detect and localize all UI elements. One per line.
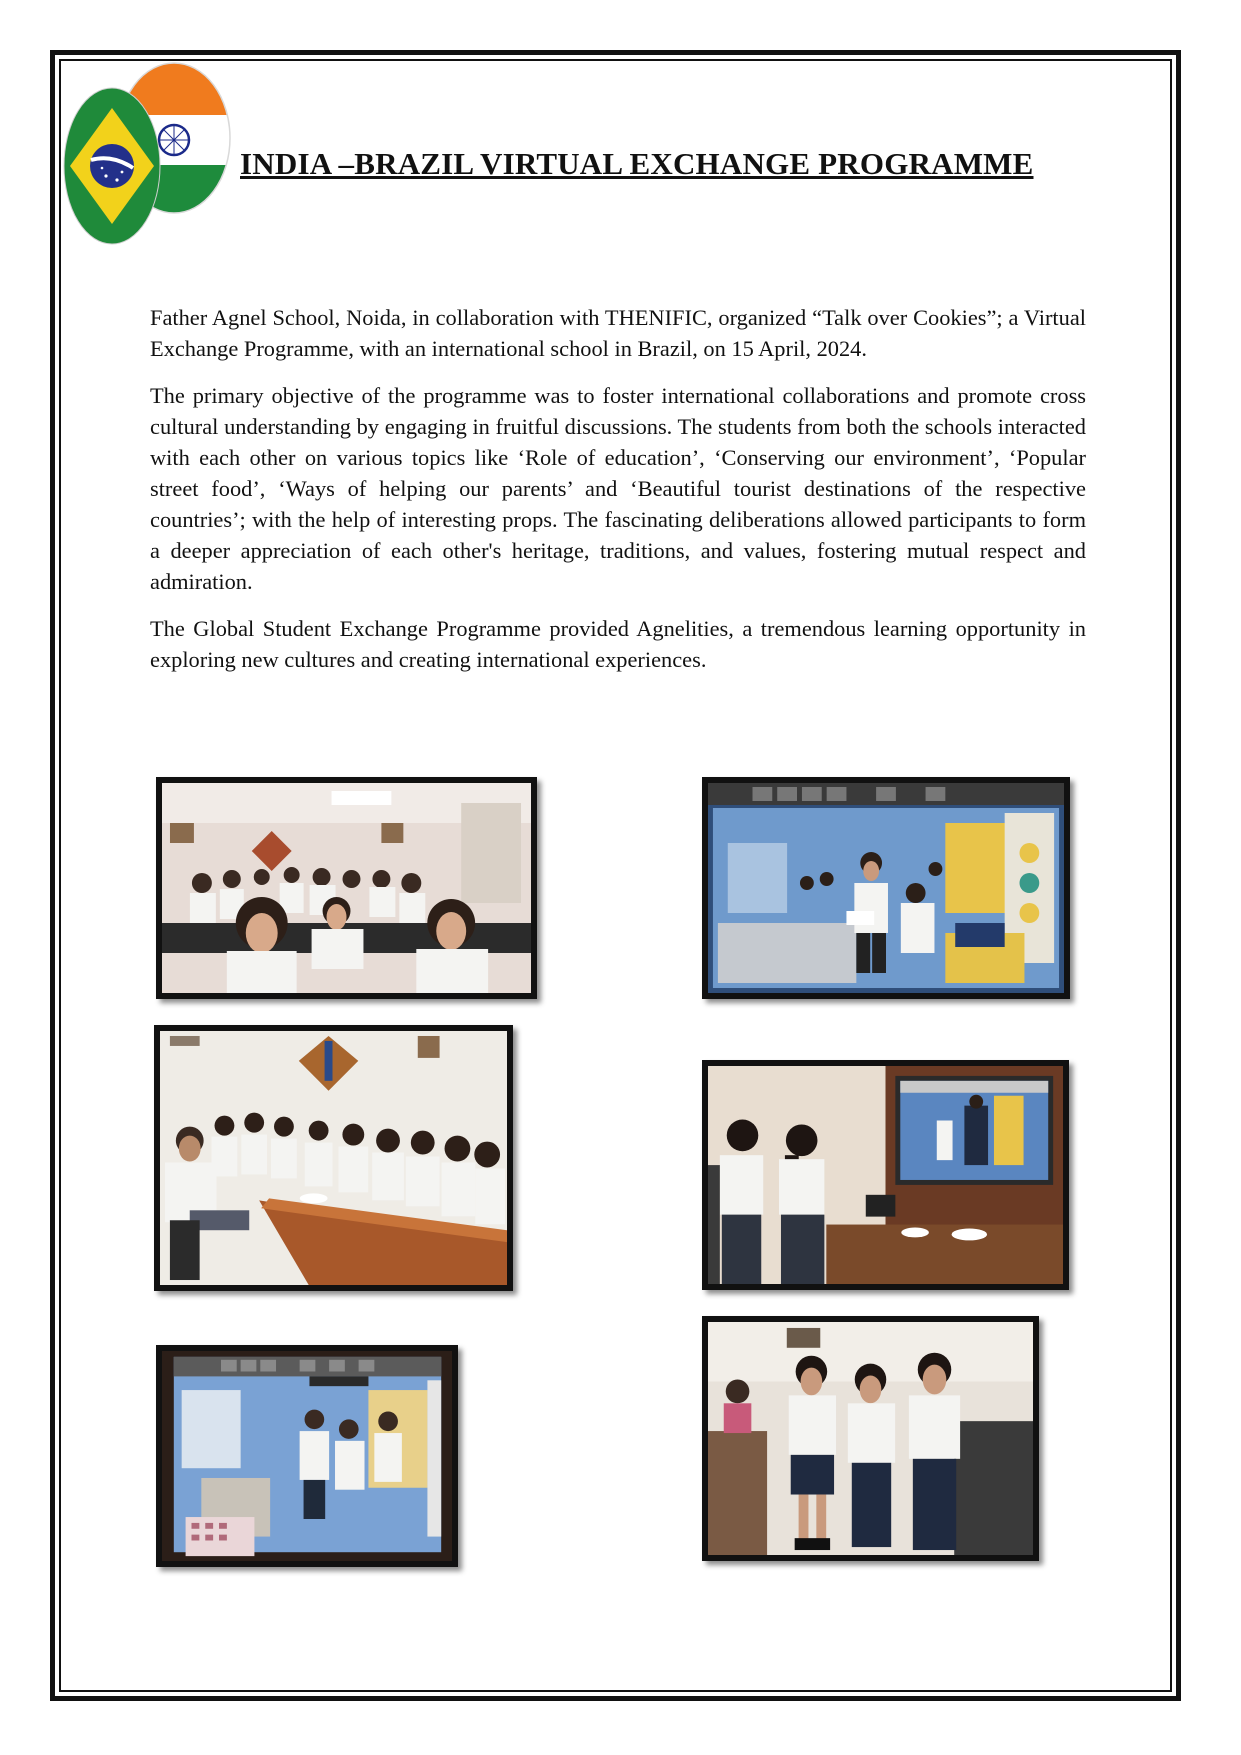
photo-conference-room xyxy=(154,1025,513,1291)
photo-online-session-screen xyxy=(156,1345,458,1567)
photo-classroom-students xyxy=(156,777,537,999)
article-body xyxy=(150,302,1086,691)
paragraph-objective: The primary objective of the programme was to foster international collaborations and promote cross cultural understanding by engaging in fruitful discussions. The students from both the schools interacted with each other on various topics like ‘Role of education’, ‘Conserving our environment’, ‘Popular street food’, ‘Ways of helping our parents’ and ‘Beautiful tourist destinations of the respective countries’; with the help of interesting props. The fascinating deliberations allowed participants to form a deeper appreciation of each other's heritage, traditions, and values, fostering mutual respect and admiration. xyxy=(150,383,1086,594)
photo-students-standing xyxy=(702,1316,1039,1561)
paragraph-conclusion: The Global Student Exchange Programme provided Agnelities, a tremendous learning opportunity in exploring new cultures and creating international experiences. xyxy=(150,616,1086,672)
india-brazil-flags-icon xyxy=(62,60,232,245)
page-title: INDIA –BRAZIL VIRTUAL EXCHANGE PROGRAMME xyxy=(240,146,1034,181)
photo-students-presenting xyxy=(702,1060,1069,1290)
paragraph-intro: Father Agnel School, Noida, in collaboration with THENIFIC, organized “Talk over Cookies”; a Virtual Exchange Programme, with an international school in Brazil, on 15 April, 2024. xyxy=(150,305,1086,361)
photo-video-call-screen xyxy=(702,777,1070,999)
